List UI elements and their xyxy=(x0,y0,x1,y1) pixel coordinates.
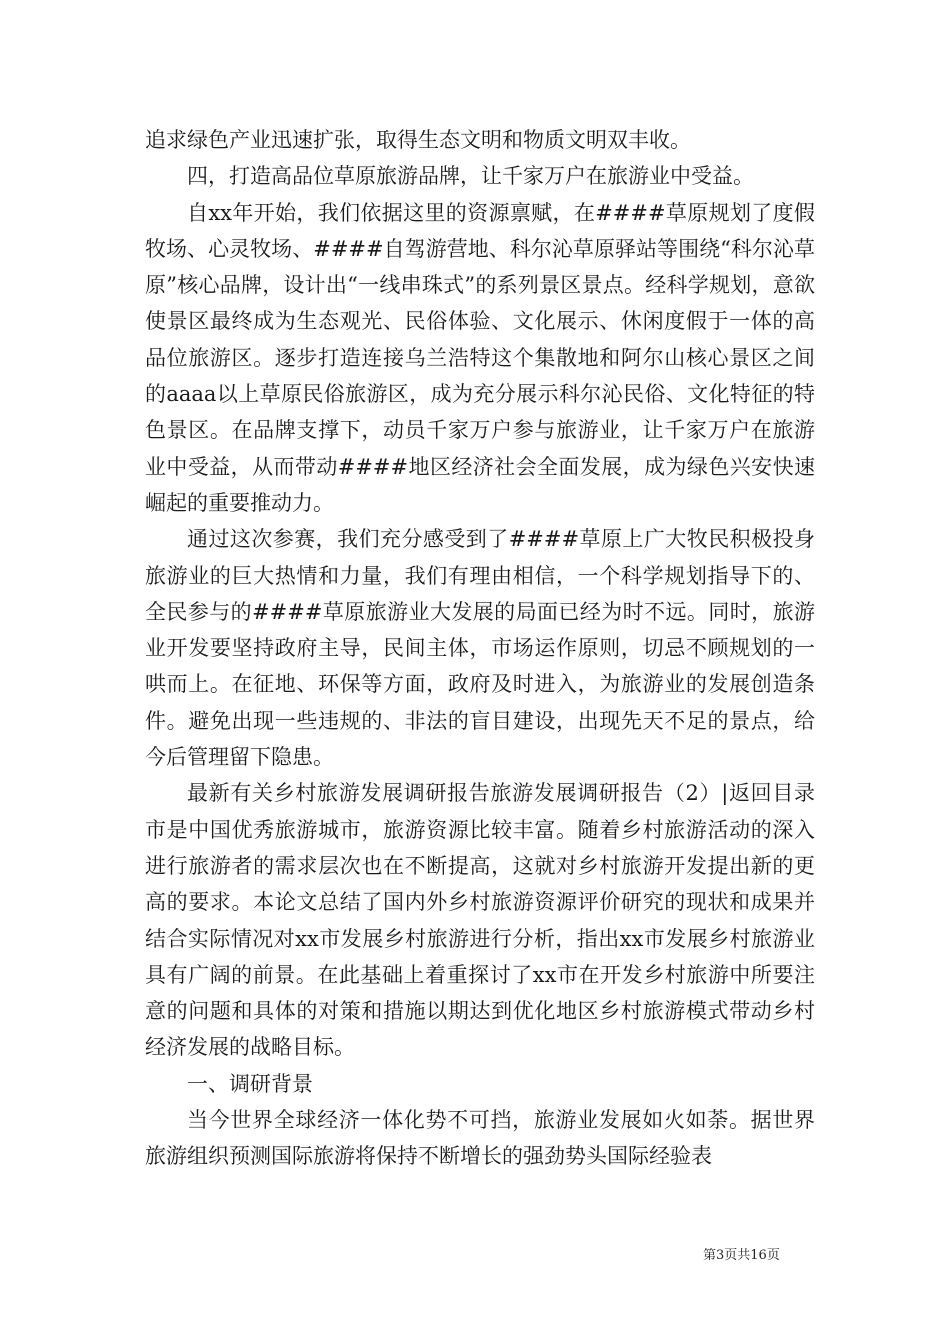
document-body xyxy=(145,122,815,1175)
paragraph-brand-planning: 自xx年开始，我们依据这里的资源禀赋，在####草原规划了度假牧场、心灵牧场、####自驾游营地、科尔沁草原驿站等围绕“科尔沁草原”核心品牌，设计出“一线串珠式”的系列景区景点。经科学规划，意欲使景区最终成为生态观光、民俗体验、文化展示、休闲度假于一体的高品位旅游区。逐步打造连接乌兰浩特这个集散地和阿尔山核心景区之间的aaaa以上草原民俗旅游区，成为充分展示科尔沁民俗、文化特征的特色景区。在品牌支撑下，动员千家万户参与旅游业，让千家万户在旅游业中受益，从而带动####地区经济社会全面发展，成为绿色兴安快速崛起的重要推动力。 xyxy=(145,200,815,515)
paragraph-competition-summary: 通过这次参赛，我们充分感受到了####草原上广大牧民积极投身旅游业的巨大热情和力量，我们有理由相信，一个科学规划指导下的、全民参与的####草原旅游业大发展的局面已经为时不远。同时，旅游业开发要坚持政府主导，民间主体，市场运作原则，切忌不顾规划的一哄而上。在征地、环保等方面，政府及时进入，为旅游业的发展创造条件。避免出现一些违规的、非法的盲目建设，出现先天不足的景点，给今后管理留下隐患。 xyxy=(145,527,815,770)
paragraph-rural-tourism-report: 最新有关乡村旅游发展调研报告旅游发展调研报告（2）|返回目录市是中国优秀旅游城市，旅游资源比较丰富。随着乡村旅游活动的深入进行旅游者的需求层次也在不断提高，这就对乡村旅游开发提出新的更高的要求。本论文总结了国内外乡村旅游资源评价研究的现状和成果并结合实际情况对xx市发展乡村旅游进行分析，指出xx市发展乡村旅游业具有广阔的前景。在此基础上着重探讨了xx市在开发乡村旅游中所要注意的问题和具体的对策和措施以期达到优化地区乡村旅游模式带动乡村经济发展的战略目标。 xyxy=(145,781,815,1060)
section-heading-research-background: 一、调研背景 xyxy=(187,1071,313,1096)
section-heading-four: 四，打造高品位草原旅游品牌，让千家万户在旅游业中受益。 xyxy=(187,164,754,189)
paragraph-global-tourism: 当今世界全球经济一体化势不可挡，旅游业发展如火如荼。据世界旅游组织预测国际旅游将保持不断增长的强劲势头国际经验表 xyxy=(145,1108,815,1169)
page-number-footer: 第3页共16页 xyxy=(703,1248,780,1263)
paragraph-continuation: 追求绿色产业迅速扩张，取得生态文明和物质文明双丰收。 xyxy=(145,128,691,152)
